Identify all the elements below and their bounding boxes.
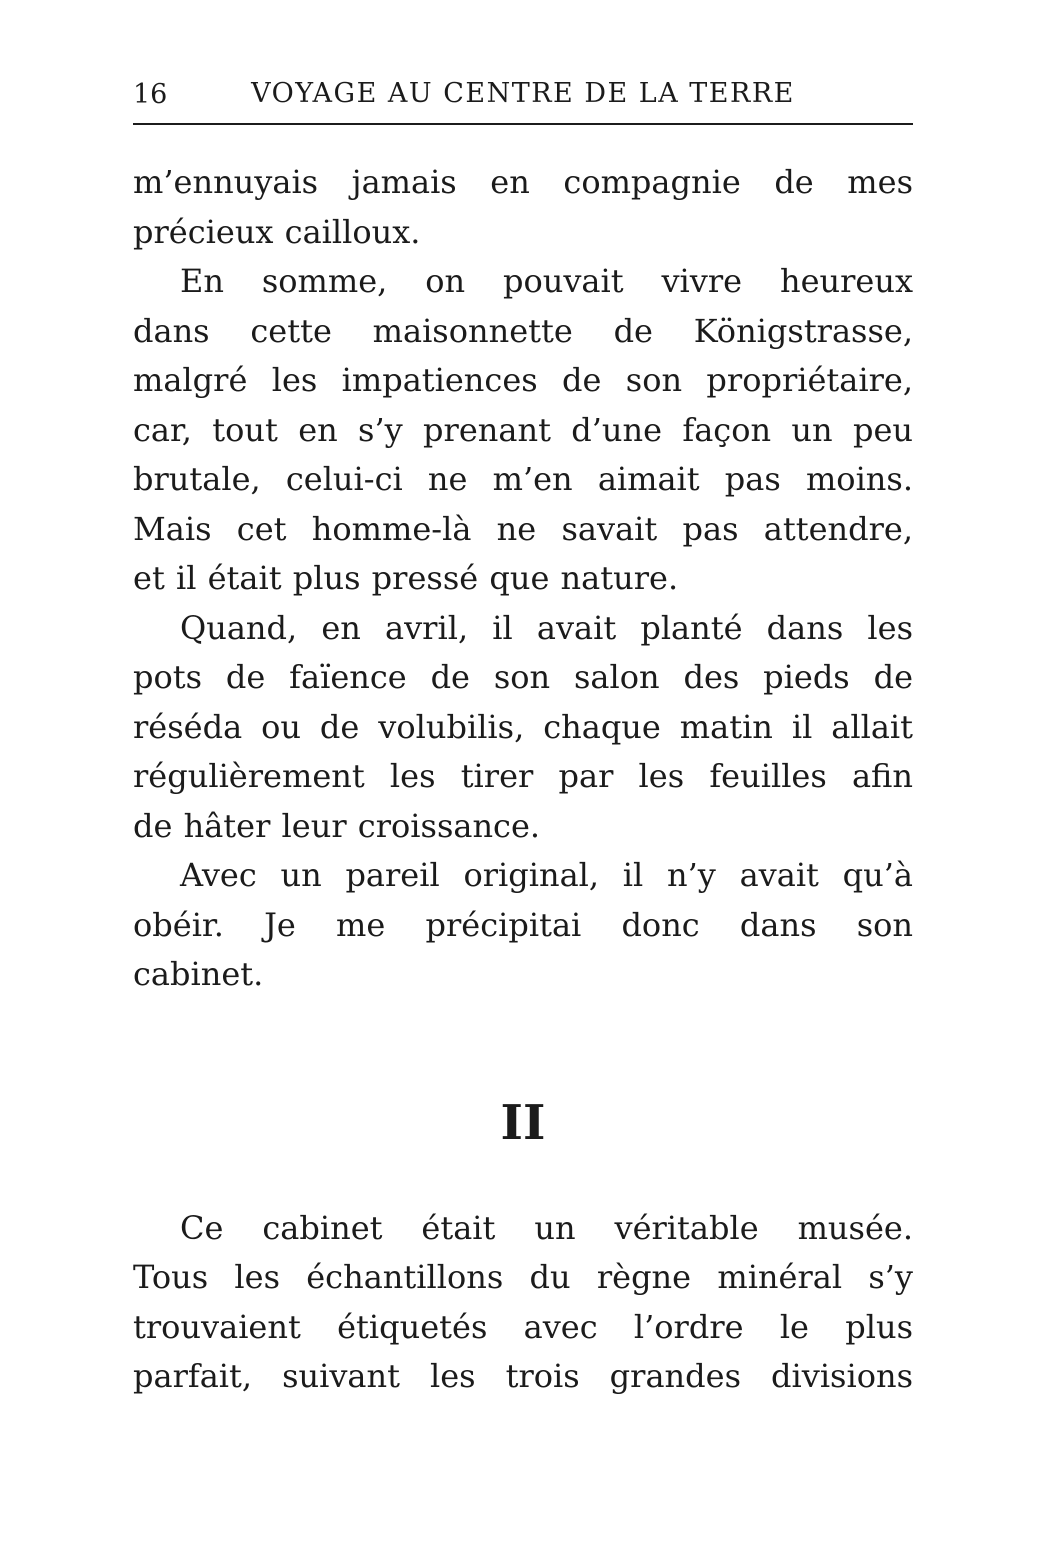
body-line: cabinet.	[133, 955, 264, 993]
chapter-heading: II	[500, 1094, 546, 1151]
body-line: m’ennuyais jamais en compagnie de mes	[133, 163, 913, 201]
body-line: pots de faïence de son salon des pieds de	[133, 658, 913, 696]
body-line: et il était plus pressé que nature.	[133, 559, 679, 597]
body-line: réséda ou de volubilis, chaque matin il allait	[133, 707, 913, 746]
page-number: 16	[133, 79, 168, 110]
body-line: de hâter leur croissance.	[133, 806, 541, 845]
body-line: Avec un pareil original, il n’y avait qu’à	[180, 856, 913, 894]
body-text-after-heading	[133, 1204, 913, 1402]
body-line: car, tout en s’y prenant d’une façon un peu	[133, 410, 913, 449]
body-line: brutale, celui-ci ne m’en aimait pas moins.	[133, 460, 913, 498]
body-text	[133, 158, 913, 1000]
running-title: VOYAGE AU CENTRE DE LA TERRE	[251, 78, 795, 109]
page-header	[133, 80, 913, 108]
body-line: précieux cailloux.	[133, 212, 421, 251]
body-line: malgré les impatiences de son propriétaire,	[133, 361, 913, 399]
body-line: obéir. Je me précipitai donc dans son	[133, 905, 913, 944]
body-line: Quand, en avril, il avait planté dans les	[180, 608, 913, 647]
body-line: dans cette maisonnette de Königstrasse,	[133, 311, 913, 350]
body-line: Tous les échantillons du règne minéral s’y	[133, 1258, 913, 1296]
body-line: parfait, suivant les trois grandes divisions	[133, 1357, 913, 1395]
body-line: En somme, on pouvait vivre heureux	[180, 262, 913, 300]
header-rule	[133, 123, 913, 125]
body-line: Mais cet homme-là ne savait pas attendre,	[133, 509, 913, 548]
body-line: régulièrement les tirer par les feuilles afin	[133, 757, 913, 795]
body-line: Ce cabinet était un véritable musée.	[180, 1208, 913, 1247]
body-line: trouvaient étiquetés avec l’ordre le plus	[133, 1307, 913, 1346]
